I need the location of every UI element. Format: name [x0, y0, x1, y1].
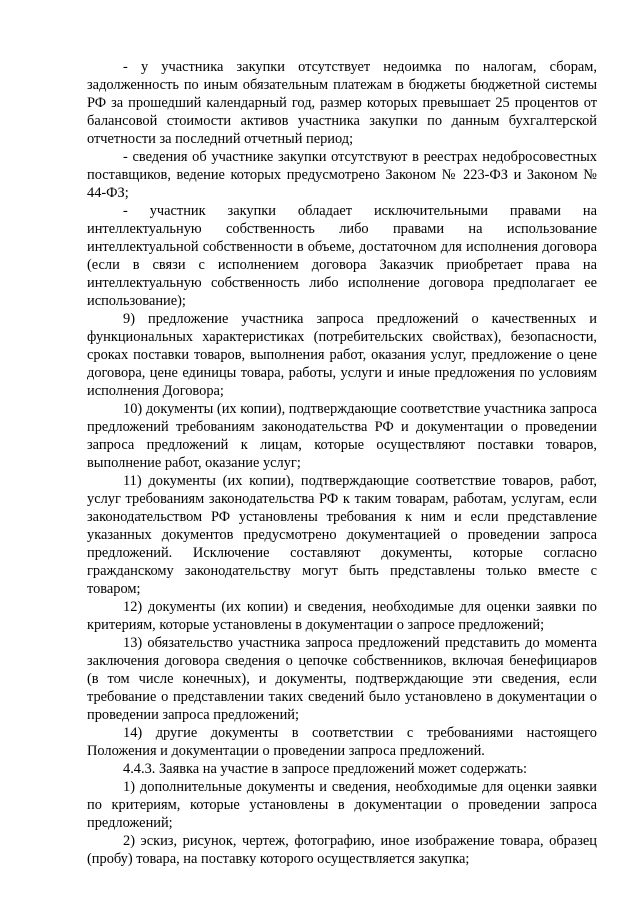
section-heading-4-4-3: 4.4.3. Заявка на участие в запросе предложений может содержать:: [123, 761, 528, 777]
paragraph-item-14: 14) другие документы в соответствии с требованиями настоящего Положения и документации о проведении запроса предложений.: [87, 725, 597, 759]
paragraph-no-arrears: - у участника закупки отсутствует недоимка по налогам, сборам, задолженность по иным обязательным платежам в бюджеты бюджетной системы РФ за прошедший календарный год, размер которых превышает 25 процентов от балансовой стоимости активов участника закупки по данным бухгалтерской отчетности за последний отчетный период;: [87, 59, 597, 147]
paragraph-intellectual-property: - участник закупки обладает исключительными правами на интеллектуальную собственность либо правами на использование интеллектуальной собственности в объеме, достаточном для исполнения договора (если в связи с исполнением договора Заказчик приобретает права на интеллектуальную собственность либо исполнение договора предполагает ее использование);: [87, 203, 597, 309]
paragraph-item-12: 12) документы (их копии) и сведения, необходимые для оценки заявки по критериям, которые установлены в документации о запросе предложений;: [87, 599, 597, 633]
paragraph-item-13: 13) обязательство участника запроса предложений представить до момента заключения договора сведения о цепочке собственников, включая бенефициаров (в том числе конечных), и документы, подтверждающие эти сведения, если требование о представлении таких сведений было установлено в документации о проведении запроса предложений;: [87, 635, 597, 723]
document-page: [87, 58, 597, 868]
paragraph-item-11: 11) документы (их копии), подтверждающие соответствие товаров, работ, услуг требованиям законодательства РФ к таким товарам, работам, услугам, если законодательством РФ установлены требования к ним и если представление указанных документов предусмотрено документацией о проведении запроса предложений. Исключение составляют документы, которые согласно гражданскому законодательству могут быть представлены только вместе с товаром;: [87, 473, 597, 597]
paragraph-optional-item-1: 1) дополнительные документы и сведения, необходимые для оценки заявки по критериям, которые установлены в документации о проведении запроса предложений;: [87, 779, 597, 831]
paragraph-no-unfair-suppliers: - сведения об участнике закупки отсутствуют в реестрах недобросовестных поставщиков, ведение которых предусмотрено Законом № 223-ФЗ и Законом № 44-ФЗ;: [87, 149, 597, 201]
paragraph-optional-item-2: 2) эскиз, рисунок, чертеж, фотографию, иное изображение товара, образец (пробу) товара, на поставку которого осуществляется закупка;: [87, 833, 597, 867]
paragraph-item-9: 9) предложение участника запроса предложений о качественных и функциональных характеристиках (потребительских свойствах), безопасности, сроках поставки товаров, выполнения работ, оказания услуг, предложение о цене договора, цене единицы товара, работы, услуги и иные предложения по условиям исполнения Договора;: [87, 311, 597, 399]
paragraph-item-10: 10) документы (их копии), подтверждающие соответствие участника запроса предложений требованиям законодательства РФ и документации о проведении запроса предложений к лицам, которые осуществляют поставки товаров, выполнение работ, оказание услуг;: [87, 401, 597, 471]
